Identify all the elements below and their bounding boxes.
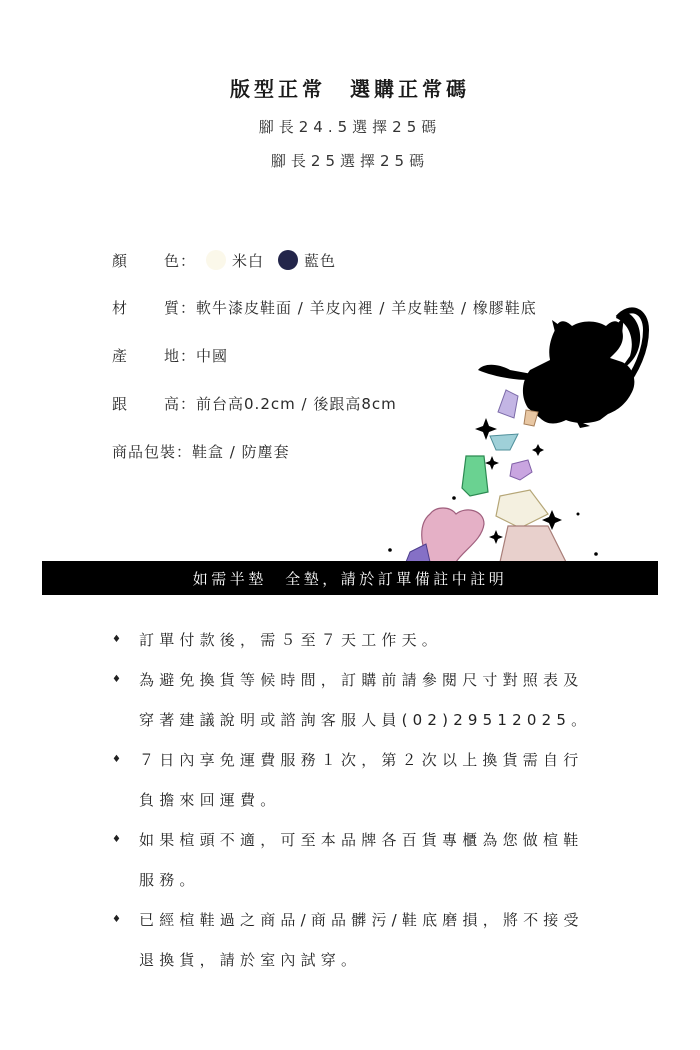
- spec-packaging-label: 商品包裝：: [112, 443, 193, 461]
- diamond-bullet-icon: ♦: [112, 754, 127, 765]
- spec-heel-label-1: 跟: [112, 395, 129, 413]
- list-item: [112, 620, 602, 660]
- diamond-bullet-icon: ♦: [112, 674, 127, 685]
- list-item: [112, 820, 602, 900]
- color-swatch-navy[interactable]: [278, 250, 298, 270]
- diamond-bullet-icon: ♦: [112, 834, 127, 845]
- spec-heel-value: 前台高0.2cm / 後跟高8cm: [196, 395, 397, 413]
- page-title: 版型正常 選購正常碼: [230, 77, 470, 101]
- list-item: [112, 660, 602, 740]
- spec-color-label-1: 顏: [112, 252, 129, 270]
- note-text: 如果楦頭不適，可至本品牌各百貨專櫃為您做楦鞋服務。: [139, 831, 584, 889]
- note-text: 訂單付款後，需５至７天工作天。: [139, 631, 443, 649]
- spec-origin-row: [112, 345, 228, 366]
- spec-packaging-value: 鞋盒 / 防塵套: [192, 443, 290, 461]
- spec-material-label-1: 材: [112, 299, 129, 317]
- size-guide-line-2: 腳長25選擇25碼: [270, 152, 430, 170]
- color-option-navy[interactable]: 藍色: [304, 252, 337, 270]
- size-guide-line-1: 腳長24.5選擇25碼: [258, 118, 442, 136]
- list-item: [112, 740, 602, 820]
- note-text: ７日內享免運費服務１次，第２次以上換貨需自行負擔來回運費。: [139, 751, 584, 809]
- color-swatch-ivory[interactable]: [206, 250, 226, 270]
- spec-origin-label-1: 產: [112, 347, 129, 365]
- padding-notice-text: 如需半墊 全墊，請於訂單備註中註明: [192, 569, 508, 588]
- spec-origin-value: 中國: [196, 347, 229, 365]
- note-text: 為避免換貨等候時間，訂購前請參閱尺寸對照表及穿著建議說明或諮詢客服人員(02)29512025。: [139, 671, 592, 729]
- notes-list: [112, 620, 602, 980]
- spec-heel-row: [112, 393, 397, 414]
- list-item: [112, 900, 602, 980]
- spec-origin-label-2: 地：: [164, 347, 197, 365]
- spec-material-value: 軟牛漆皮鞋面 / 羊皮內裡 / 羊皮鞋墊 / 橡膠鞋底: [196, 299, 537, 317]
- diamond-bullet-icon: ♦: [112, 634, 127, 645]
- color-option-ivory[interactable]: 米白: [232, 252, 265, 270]
- diamond-bullet-icon: ♦: [112, 914, 127, 925]
- padding-notice-banner: [42, 561, 658, 595]
- cat-teapot-gems-illustration: [380, 300, 650, 562]
- spec-color-row: [112, 250, 336, 271]
- spec-heel-label-2: 高：: [164, 395, 197, 413]
- spec-material-label-2: 質：: [164, 299, 197, 317]
- spec-packaging-row: [112, 441, 290, 462]
- spec-color-label-2: 色：: [164, 252, 197, 270]
- note-text: 已經楦鞋過之商品/商品髒污/鞋底磨損，將不接受退換貨，請於室內試穿。: [139, 911, 584, 969]
